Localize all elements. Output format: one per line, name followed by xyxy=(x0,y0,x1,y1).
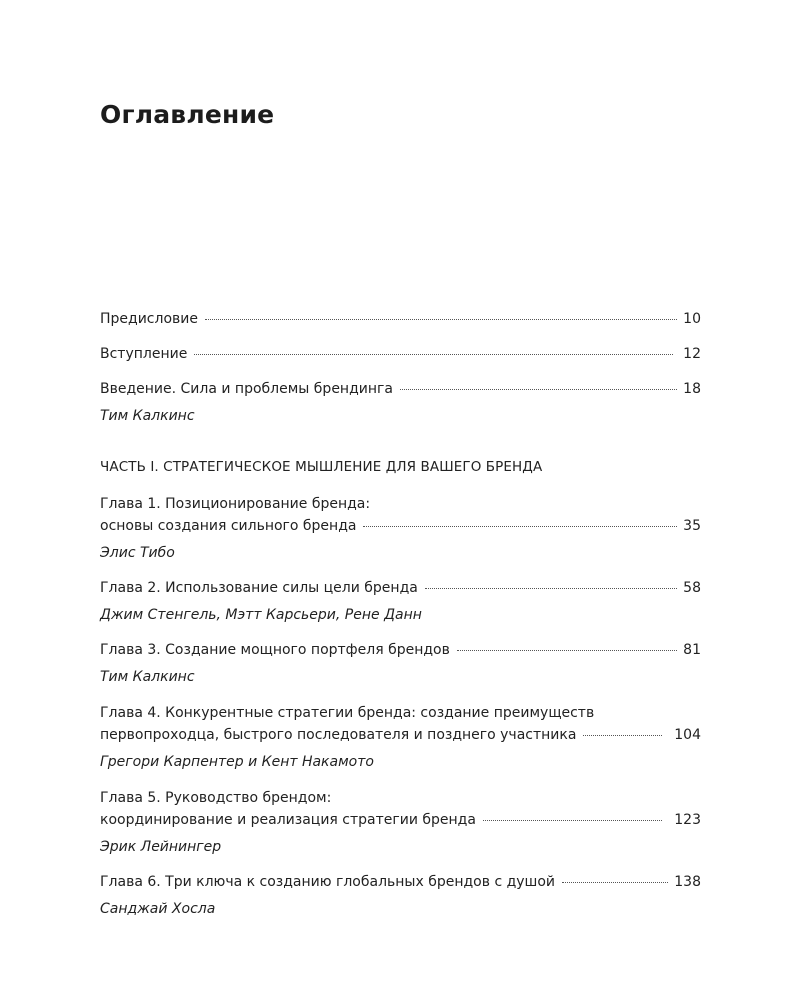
entry-page: 104 xyxy=(674,727,701,743)
page-title: Оглавление xyxy=(100,100,275,129)
toc-entry-preface xyxy=(100,311,701,328)
toc-entry-chapter-2 xyxy=(100,580,701,597)
chapter-title-line: Глава 1. Позиционирование бренда: xyxy=(100,496,371,512)
chapter-title-line: Глава 5. Руководство брендом: xyxy=(100,790,332,806)
dot-leader xyxy=(583,735,662,736)
toc-entry-chapter-1 xyxy=(100,518,701,535)
entry-author: Санджай Хосла xyxy=(100,901,216,917)
entry-author: Элис Тибо xyxy=(100,545,175,561)
dot-leader xyxy=(400,389,677,390)
toc-entry-chapter-4 xyxy=(100,727,701,744)
entry-title: координирование и реализация стратегии бренда xyxy=(100,812,476,828)
entry-author: Джим Стенгель, Мэтт Карсьери, Рене Данн xyxy=(100,607,422,623)
entry-author: Эрик Лейнингер xyxy=(100,839,222,855)
entry-author: Тим Калкинс xyxy=(100,408,195,424)
entry-title: Глава 6. Три ключа к созданию глобальных брендов с душой xyxy=(100,874,556,890)
entry-page: 58 xyxy=(683,580,701,596)
toc-entry-chapter-3 xyxy=(100,642,701,659)
dot-leader xyxy=(483,820,662,821)
part-heading: ЧАСТЬ I. СТРАТЕГИЧЕСКОЕ МЫШЛЕНИЕ ДЛЯ ВАШЕГО БРЕНДА xyxy=(100,459,543,475)
toc-entry-chapter-5 xyxy=(100,812,701,829)
toc-entry-introduction xyxy=(100,381,701,398)
entry-page: 10 xyxy=(683,311,701,327)
dot-leader xyxy=(363,526,677,527)
toc-entry-chapter-6 xyxy=(100,874,701,891)
entry-title: Глава 2. Использование силы цели бренда xyxy=(100,580,418,596)
entry-title: Глава 3. Создание мощного портфеля брендов xyxy=(100,642,450,658)
entry-page: 138 xyxy=(674,874,701,890)
entry-page: 123 xyxy=(674,812,701,828)
entry-page: 12 xyxy=(683,346,701,362)
dot-leader xyxy=(205,319,677,320)
entry-page: 81 xyxy=(683,642,701,658)
entry-page: 35 xyxy=(683,518,701,534)
toc-entry-foreword xyxy=(100,346,701,363)
entry-title: Введение. Сила и проблемы брендинга xyxy=(100,381,393,397)
entry-title: основы создания сильного бренда xyxy=(100,518,357,534)
entry-author: Тим Калкинс xyxy=(100,669,195,685)
entry-title: первопроходца, быстрого последователя и позднего участника xyxy=(100,727,577,743)
entry-page: 18 xyxy=(683,381,701,397)
dot-leader xyxy=(457,650,677,651)
entry-title: Предисловие xyxy=(100,311,198,327)
entry-author: Грегори Карпентер и Кент Накамото xyxy=(100,754,374,770)
dot-leader xyxy=(194,354,673,355)
entry-title: Вступление xyxy=(100,346,188,362)
chapter-title-line: Глава 4. Конкурентные стратегии бренда: создание преимуществ xyxy=(100,705,595,721)
dot-leader xyxy=(425,588,677,589)
dot-leader xyxy=(562,882,668,883)
